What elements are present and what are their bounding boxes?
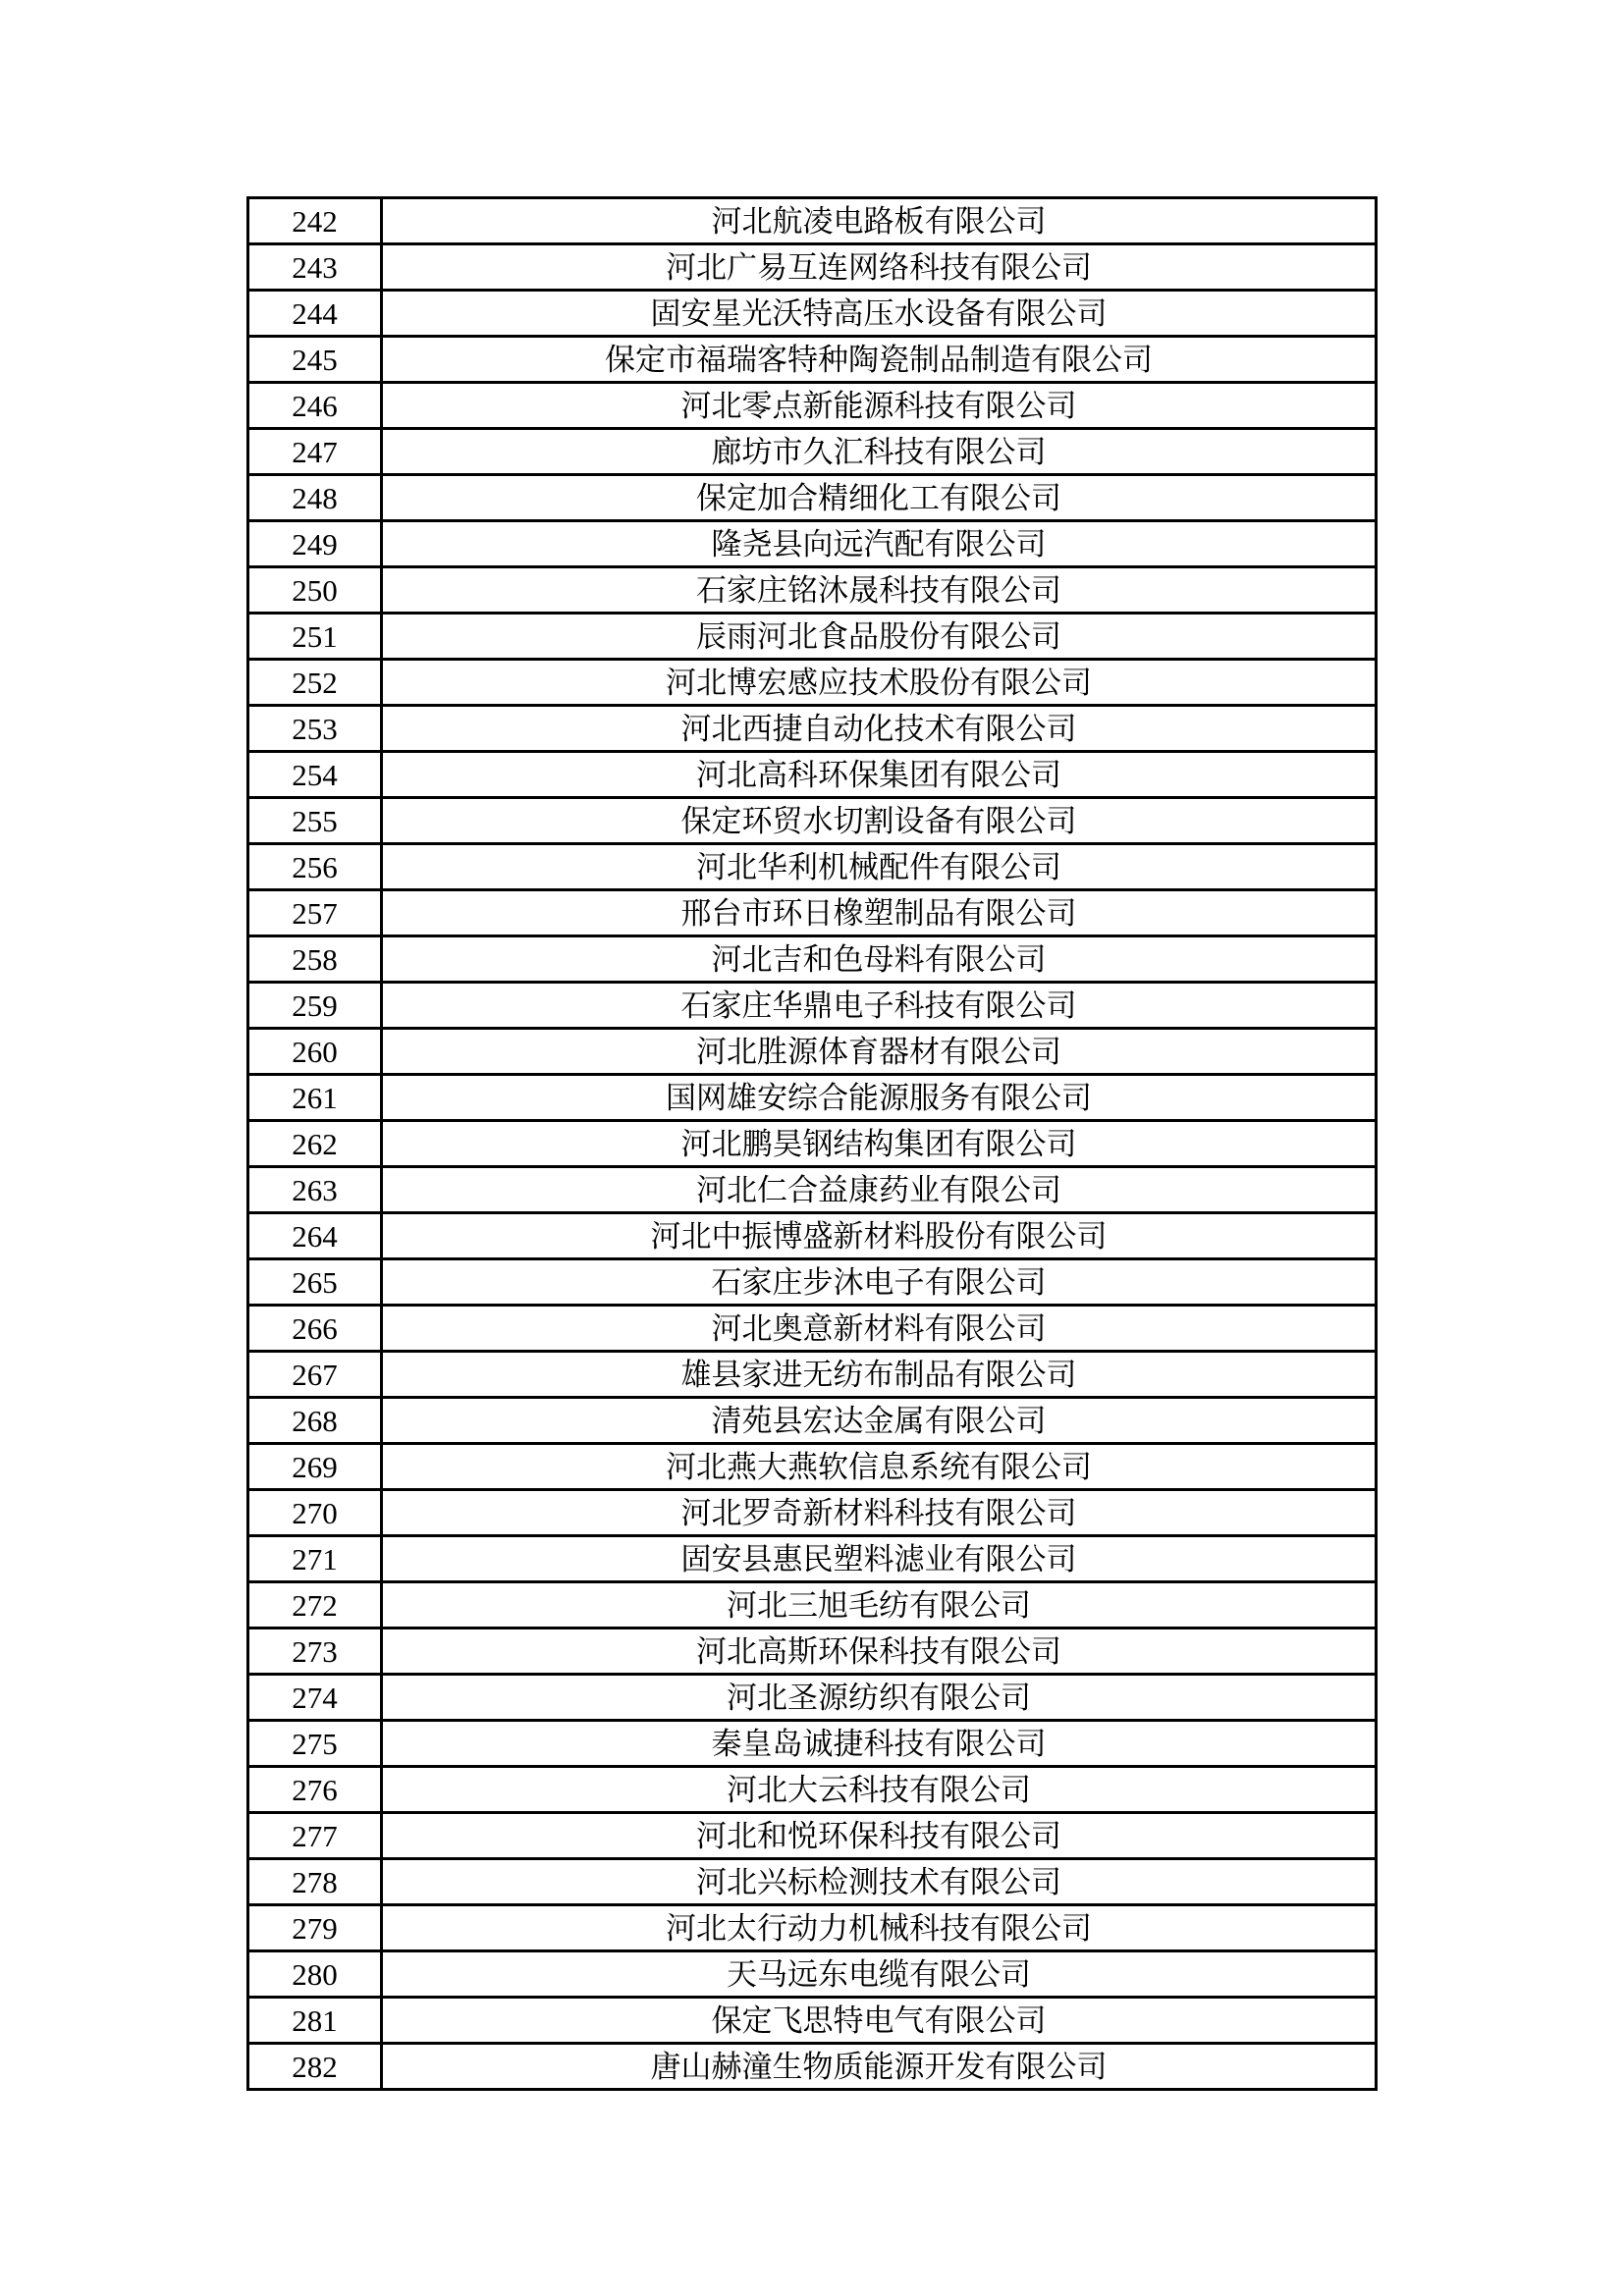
table-row <box>248 1029 1377 1075</box>
table-row <box>248 567 1377 614</box>
company-name: 河北华利机械配件有限公司 <box>382 844 1377 890</box>
row-number: 271 <box>248 1536 382 1582</box>
table-row <box>248 1675 1377 1721</box>
table-row <box>248 1536 1377 1582</box>
row-number: 263 <box>248 1167 382 1213</box>
company-name: 河北博宏感应技术股份有限公司 <box>382 660 1377 706</box>
table-row <box>248 706 1377 752</box>
company-name: 廊坊市久汇科技有限公司 <box>382 429 1377 475</box>
row-number: 269 <box>248 1444 382 1490</box>
table-row <box>248 614 1377 660</box>
row-number: 258 <box>248 936 382 983</box>
row-number: 266 <box>248 1306 382 1352</box>
company-name: 河北罗奇新材料科技有限公司 <box>382 1490 1377 1536</box>
table-row <box>248 1859 1377 1905</box>
table-row <box>248 1813 1377 1859</box>
company-name: 河北胜源体育器材有限公司 <box>382 1029 1377 1075</box>
row-number: 282 <box>248 2044 382 2090</box>
table-row <box>248 1167 1377 1213</box>
row-number: 275 <box>248 1721 382 1767</box>
row-number: 270 <box>248 1490 382 1536</box>
company-name: 唐山赫潼生物质能源开发有限公司 <box>382 2044 1377 2090</box>
table-row <box>248 1998 1377 2044</box>
table-row <box>248 1259 1377 1306</box>
company-name: 河北高科环保集团有限公司 <box>382 752 1377 798</box>
table-row <box>248 1582 1377 1629</box>
table-row <box>248 1905 1377 1951</box>
table-row <box>248 521 1377 567</box>
row-number: 267 <box>248 1352 382 1398</box>
company-name: 河北兴标检测技术有限公司 <box>382 1859 1377 1905</box>
company-name: 保定环贸水切割设备有限公司 <box>382 798 1377 844</box>
company-name: 河北大云科技有限公司 <box>382 1767 1377 1813</box>
row-number: 248 <box>248 475 382 521</box>
table-row <box>248 291 1377 337</box>
company-name: 河北鹏昊钢结构集团有限公司 <box>382 1121 1377 1167</box>
table-row <box>248 1951 1377 1998</box>
table-row <box>248 1352 1377 1398</box>
company-name: 天马远东电缆有限公司 <box>382 1951 1377 1998</box>
row-number: 276 <box>248 1767 382 1813</box>
row-number: 246 <box>248 383 382 429</box>
row-number: 259 <box>248 983 382 1029</box>
table-row <box>248 1444 1377 1490</box>
table-row <box>248 429 1377 475</box>
company-name: 河北圣源纺织有限公司 <box>382 1675 1377 1721</box>
company-name: 河北中振博盛新材料股份有限公司 <box>382 1213 1377 1259</box>
row-number: 277 <box>248 1813 382 1859</box>
table-row <box>248 475 1377 521</box>
table-row <box>248 983 1377 1029</box>
row-number: 274 <box>248 1675 382 1721</box>
row-number: 251 <box>248 614 382 660</box>
row-number: 278 <box>248 1859 382 1905</box>
company-name: 河北和悦环保科技有限公司 <box>382 1813 1377 1859</box>
row-number: 247 <box>248 429 382 475</box>
row-number: 262 <box>248 1121 382 1167</box>
row-number: 255 <box>248 798 382 844</box>
company-name: 保定加合精细化工有限公司 <box>382 475 1377 521</box>
table-row <box>248 1721 1377 1767</box>
row-number: 242 <box>248 198 382 244</box>
company-name: 河北航凌电路板有限公司 <box>382 198 1377 244</box>
row-number: 260 <box>248 1029 382 1075</box>
table-row <box>248 244 1377 291</box>
company-name: 保定市福瑞客特种陶瓷制品制造有限公司 <box>382 337 1377 383</box>
table-row <box>248 1306 1377 1352</box>
company-name: 辰雨河北食品股份有限公司 <box>382 614 1377 660</box>
row-number: 254 <box>248 752 382 798</box>
company-name: 石家庄铭沐晟科技有限公司 <box>382 567 1377 614</box>
row-number: 272 <box>248 1582 382 1629</box>
row-number: 268 <box>248 1398 382 1444</box>
table-row <box>248 1629 1377 1675</box>
table-row <box>248 383 1377 429</box>
company-name: 雄县家进无纺布制品有限公司 <box>382 1352 1377 1398</box>
row-number: 249 <box>248 521 382 567</box>
table-row <box>248 198 1377 244</box>
row-number: 250 <box>248 567 382 614</box>
company-name: 河北吉和色母料有限公司 <box>382 936 1377 983</box>
row-number: 256 <box>248 844 382 890</box>
company-name: 清苑县宏达金属有限公司 <box>382 1398 1377 1444</box>
row-number: 257 <box>248 890 382 936</box>
row-number: 253 <box>248 706 382 752</box>
table-row <box>248 1121 1377 1167</box>
company-name: 石家庄华鼎电子科技有限公司 <box>382 983 1377 1029</box>
company-name: 河北零点新能源科技有限公司 <box>382 383 1377 429</box>
row-number: 245 <box>248 337 382 383</box>
table-row <box>248 752 1377 798</box>
company-name: 固安县惠民塑料滤业有限公司 <box>382 1536 1377 1582</box>
company-name: 河北仁合益康药业有限公司 <box>382 1167 1377 1213</box>
company-name: 河北西捷自动化技术有限公司 <box>382 706 1377 752</box>
table-row <box>248 337 1377 383</box>
table-row <box>248 1767 1377 1813</box>
row-number: 261 <box>248 1075 382 1121</box>
row-number: 265 <box>248 1259 382 1306</box>
row-number: 252 <box>248 660 382 706</box>
table-row <box>248 936 1377 983</box>
table-row <box>248 660 1377 706</box>
company-name: 河北奥意新材料有限公司 <box>382 1306 1377 1352</box>
table-row <box>248 890 1377 936</box>
row-number: 280 <box>248 1951 382 1998</box>
company-name: 河北燕大燕软信息系统有限公司 <box>382 1444 1377 1490</box>
company-name: 河北太行动力机械科技有限公司 <box>382 1905 1377 1951</box>
row-number: 281 <box>248 1998 382 2044</box>
table-row <box>248 1213 1377 1259</box>
company-name: 隆尧县向远汽配有限公司 <box>382 521 1377 567</box>
table-row <box>248 1075 1377 1121</box>
row-number: 244 <box>248 291 382 337</box>
row-number: 279 <box>248 1905 382 1951</box>
table-row <box>248 798 1377 844</box>
company-name: 保定飞思特电气有限公司 <box>382 1998 1377 2044</box>
company-name: 河北广易互连网络科技有限公司 <box>382 244 1377 291</box>
table-row <box>248 1398 1377 1444</box>
company-name: 邢台市环日橡塑制品有限公司 <box>382 890 1377 936</box>
company-table-body <box>248 198 1377 2090</box>
company-name: 国网雄安综合能源服务有限公司 <box>382 1075 1377 1121</box>
company-name: 河北高斯环保科技有限公司 <box>382 1629 1377 1675</box>
row-number: 243 <box>248 244 382 291</box>
table-row <box>248 2044 1377 2090</box>
table-row <box>248 1490 1377 1536</box>
company-name: 石家庄步沐电子有限公司 <box>382 1259 1377 1306</box>
company-list-table <box>246 196 1378 2091</box>
row-number: 264 <box>248 1213 382 1259</box>
table-row <box>248 844 1377 890</box>
company-name: 秦皇岛诚捷科技有限公司 <box>382 1721 1377 1767</box>
row-number: 273 <box>248 1629 382 1675</box>
company-name: 固安星光沃特高压水设备有限公司 <box>382 291 1377 337</box>
company-name: 河北三旭毛纺有限公司 <box>382 1582 1377 1629</box>
